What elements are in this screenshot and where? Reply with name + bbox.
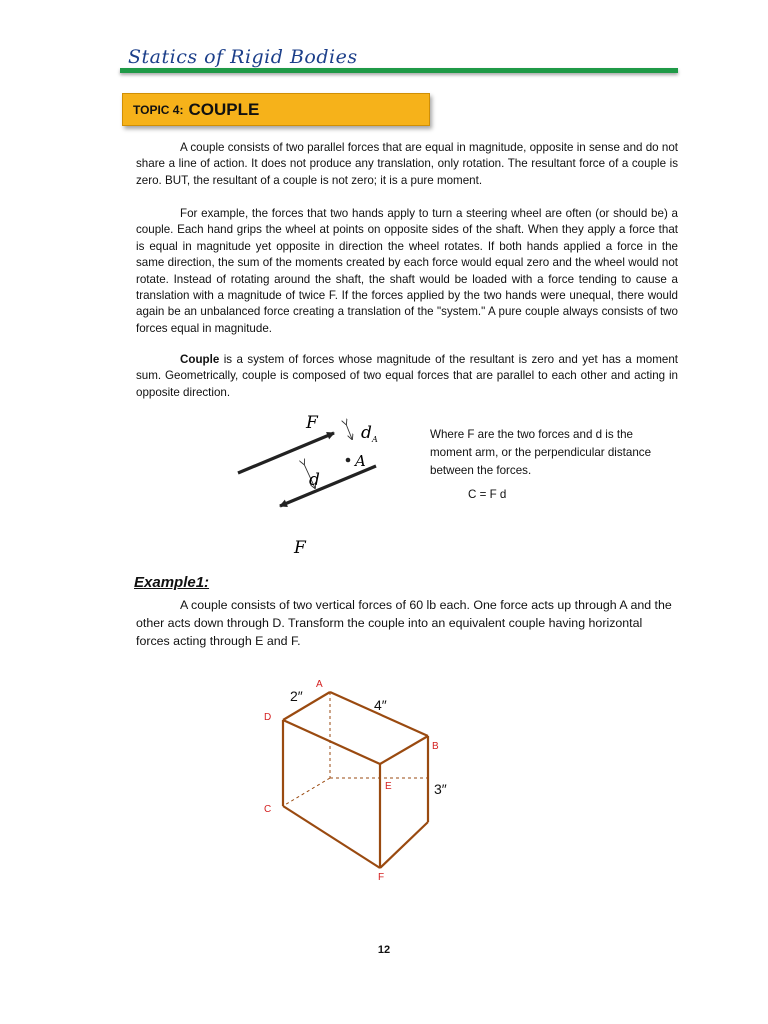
point-a-dot: [346, 458, 351, 463]
paragraph-definition-text: A couple consists of two parallel forces that are equal in magnitude, opposite in sense and do not share a line of action. It does not produce any translation, only rotation. The resultant force of a couple is zero. BUT, the resultant of a couple is not zero; it is a pure moment.: [136, 141, 678, 187]
label-force-bottom: F: [294, 538, 306, 558]
force-arrow-top: [238, 433, 334, 473]
page-number: 12: [377, 944, 391, 956]
label-moment-arm: d: [309, 470, 320, 490]
paragraph-steering-example: [136, 206, 678, 337]
distance-dA: [346, 424, 352, 439]
visible-edges: [283, 692, 428, 868]
example-problem: [136, 596, 678, 650]
point-label-c: C: [264, 804, 272, 815]
couple-term: Couple: [180, 353, 220, 366]
header-title: Statics of Rigid Bodies: [128, 46, 358, 68]
couple-formula: C = F d: [468, 488, 507, 501]
couple-diagram: [226, 408, 406, 568]
topic-prefix: TOPIC 4:: [133, 102, 184, 117]
paragraph-steering-text: For example, the forces that two hands apply to turn a steering wheel are often (or should be) a couple. Each hand grips the wheel at points on opposite sides of the shaft. When they apply a force that is equal in magnitude yet opposite in direction the wheel rotates. If both hands applied a force in the same direction, the sum of the moments created by each force would equal zero and the wheel would not rotate. Instead of rotating around the shaft, the shaft would be loaded with a force tending to cause a translation with a magnitude of twice F. If the forces applied by the two hands were unequal, there would again be an unbalanced force creating a translation of the "system." A pure couple always consists of two forces equal in magnitude.: [136, 207, 678, 335]
point-label-b: B: [432, 741, 439, 752]
label-point-a: A: [355, 452, 366, 470]
paragraph-couple-definition: [136, 352, 678, 401]
label-force-top: F: [306, 413, 318, 433]
topic-banner: [122, 93, 430, 126]
dim-length: 4″: [374, 697, 387, 713]
topic-name: COUPLE: [188, 99, 260, 119]
point-label-f: F: [378, 872, 385, 882]
example-heading: Example1:: [134, 574, 210, 591]
label-dA: d: [361, 423, 372, 443]
point-label-d: D: [264, 712, 272, 723]
label-dA-subscript: A: [372, 435, 378, 444]
box-diagram: [256, 672, 466, 882]
dim-height: 3″: [434, 781, 447, 797]
point-label-a: A: [316, 679, 323, 690]
point-label-e: E: [385, 781, 392, 792]
header-rule: [120, 68, 678, 73]
example-problem-text: A couple consists of two vertical forces of 60 lb each. One force acts up through A and the other acts down through D. Transform the couple into an equivalent couple having horizontal forces acting through E and F.: [136, 598, 672, 648]
paragraph-definition: [136, 140, 678, 189]
paragraph-couple-text: is a system of forces whose magnitude of the resultant is zero and yet has a moment sum. Geometrically, couple is composed of two equal forces that are parallel to each other and acting in opposite direction.: [136, 353, 678, 399]
force-arrow-bottom: [280, 466, 376, 506]
figure-caption: Where F are the two forces and d is the moment arm, or the perpendicular distance between the forces.: [430, 428, 652, 477]
dim-depth: 2″: [290, 688, 303, 704]
